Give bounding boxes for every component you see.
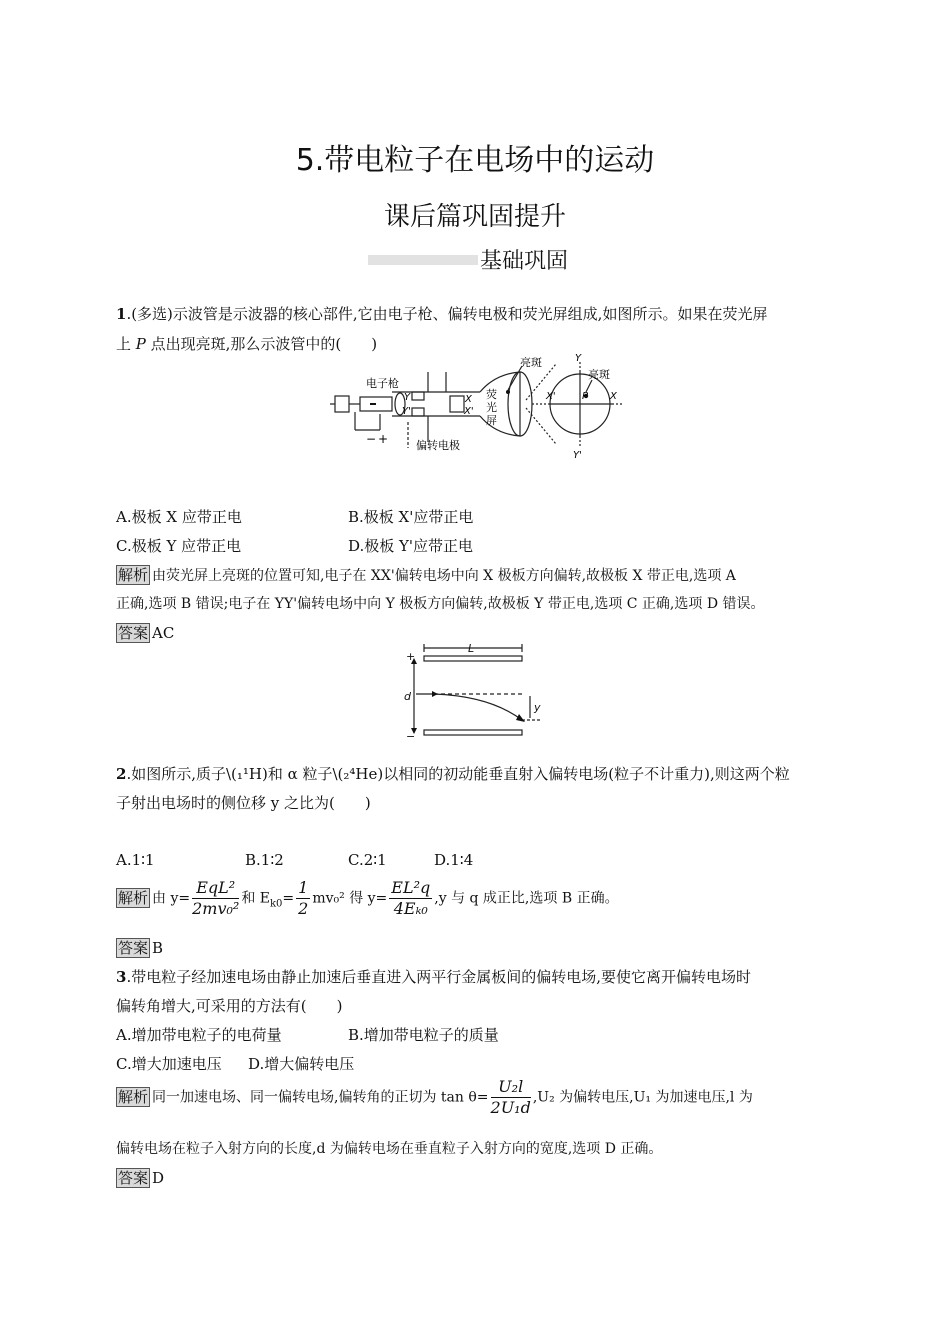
q2-analysis-p4: mv₀² 得 y= [312,890,388,907]
fig1-y-right: Y [575,353,582,364]
fig1-spot-label-2: 亮斑 [588,368,610,381]
fig1-x-right: X [610,391,617,402]
q2-frac-y2-den: 4Eₖ₀ [393,899,428,918]
q3-frac-den: 2U₁d [490,1098,531,1117]
q3-answer [116,1167,164,1188]
q3-answer-value: D [152,1169,165,1187]
fig1-gun-label: 电子枪 [366,377,399,390]
q2-stem-line2: 子射出电场时的侧位移 y 之比为( ) [116,794,371,812]
q1-analysis-line2 [116,593,765,613]
q1-option-b: B.极板 X'应带正电 [348,508,474,526]
q1-number: 1 [116,305,127,323]
fig1-x-left: X [465,394,472,405]
q3-analysis-p2: ,U₂ 为偏转电压,U₁ 为加速电压,l 为 [532,1089,753,1106]
q3-number: 3 [116,968,127,986]
fig1-yp-right: Y' [573,450,582,461]
q1-analysis-line1 [116,564,736,585]
q3-analysis-line2 [116,1138,662,1158]
q3-text1: .带电粒子经加速电场由静止加速后垂直进入两平行金属板间的偏转电场,要使它离开偏转电场时 [126,968,751,986]
q2-frac-y-den: 2mv₀² [192,899,240,918]
q1-option-d: D.极板 Y'应带正电 [348,537,474,555]
q3-option-c: C.增大加速电压 [116,1055,222,1073]
fig1-yp-left: Y' [402,406,411,417]
q1-text2b: P [135,335,146,353]
fig2-d-label: d [404,690,411,703]
q2-analysis-p3: = [282,890,295,907]
q1-text1: .(多选)示波管是示波器的核心部件,它由电子枪、偏转电极和荧光屏组成,如图所示。如果在荧光屏 [126,305,768,323]
q2-deflection-figure [402,640,562,746]
q1-stem-line2 [116,333,377,354]
section-title: 基础巩固 [480,249,569,274]
q3-frac-num: U₂l [491,1077,531,1098]
q2-frac-y2 [389,878,432,919]
q1-answer-value: AC [152,624,175,642]
q2-answer-tag: 答案 [118,939,149,957]
fig2-l-label: L [468,642,475,655]
q1-option-c: C.极板 Y 应带正电 [116,537,242,555]
q2-number: 2 [116,765,127,783]
fig1-screen-char1: 荧 [486,388,497,401]
q2-option-a: A.1∶1 [116,851,155,869]
fig1-minus: − [366,432,377,446]
q3-answer-tag: 答案 [118,1169,149,1187]
fig1-p-label: P [582,391,589,402]
q2-analysis-p2sub: k0 [270,898,283,910]
q3-analysis-text2: 偏转电场在粒子入射方向的长度,d 为偏转电场在垂直粒子入射方向的宽度,选项 D 正确。 [116,1141,663,1157]
q2-frac-half-den: 2 [298,899,309,918]
page-subtitle: 课后篇巩固提升 [383,202,566,232]
q2-frac-y [192,878,239,919]
q3-stem-line1 [116,966,751,987]
q2-frac-half [296,878,310,919]
q1-oscilloscope-figure [330,352,630,462]
q3-frac-tan [491,1077,531,1118]
q2-stem-line1 [116,763,790,784]
fig2-minus: − [406,730,416,743]
q1-analysis-text1: 由荧光屏上亮斑的位置可知,电子在 XX'偏转电场中向 X 极板方向偏转,故极板 X 带正电,选项 A [152,568,736,584]
q2-answer [116,937,163,958]
q1-answer [116,622,174,643]
fig1-spot-label: 亮斑 [520,356,542,369]
q3-analysis-p1: 同一加速电场、同一偏转电场,偏转角的正切为 tan θ= [152,1089,489,1106]
fig1-xp-left: X' [464,406,474,417]
q2-frac-y2-num: EL²q [391,878,431,897]
q3-option-a: A.增加带电粒子的电荷量 [116,1026,282,1044]
q3-stem-line2: 偏转角增大,可采用的方法有( ) [116,997,343,1015]
q3-analysis-tag: 解析 [118,1087,149,1106]
fig1-plus: + [378,432,389,446]
q2-frac-y-num: EqL² [192,878,239,899]
q2-option-d: D.1∶4 [434,851,474,869]
q1-answer-tag: 答案 [118,624,149,642]
fig2-y-label: y [534,701,541,714]
q2-frac-half-num: 1 [298,878,309,897]
q1-analysis-text2: 正确,选项 B 错误;电子在 YY'偏转电场中向 Y 极板方向偏转,故极板 Y 带正电,选项 C 正确,选项 D 错误。 [116,596,765,612]
q3-option-d: D.增大偏转电压 [248,1055,355,1073]
q1-analysis-tag: 解析 [118,566,149,584]
fig1-xp-right: X' [546,391,556,402]
page-title: 5.带电粒子在电场中的运动 [295,143,655,178]
q2-analysis-tag: 解析 [118,888,149,907]
q2-analysis [116,878,619,919]
q1-option-a: A.极板 X 应带正电 [116,508,242,526]
fig1-screen-char3: 屏 [486,414,497,427]
q1-text2a: 上 [116,335,136,353]
fig1-y-left: Y [404,392,411,403]
q2-text1: .如图所示,质子\(₁¹H)和 α 粒子\(₂⁴He)以相同的初动能垂直射入偏转电场(粒子不计重力),则这两个粒 [126,765,790,783]
section-bar [368,255,478,265]
q2-option-c: C.2∶1 [348,851,387,869]
q3-option-b: B.增加带电粒子的质量 [348,1026,499,1044]
q2-analysis-p5: ,y 与 q 成正比,选项 B 正确。 [434,890,619,907]
fig1-deflect-label: 偏转电极 [416,439,460,452]
fig1-screen-char2: 光 [486,401,497,414]
q2-analysis-p2: 和 E [241,890,270,907]
fig2-plus: + [406,650,416,663]
q3-analysis-line1 [116,1077,753,1118]
q1-stem-line1 [116,303,767,324]
q2-answer-value: B [152,939,164,957]
q2-analysis-p1: 由 y= [152,890,191,907]
q2-option-b: B.1∶2 [245,851,284,869]
q1-text2c: 点出现亮斑,那么示波管中的( ) [145,335,378,353]
